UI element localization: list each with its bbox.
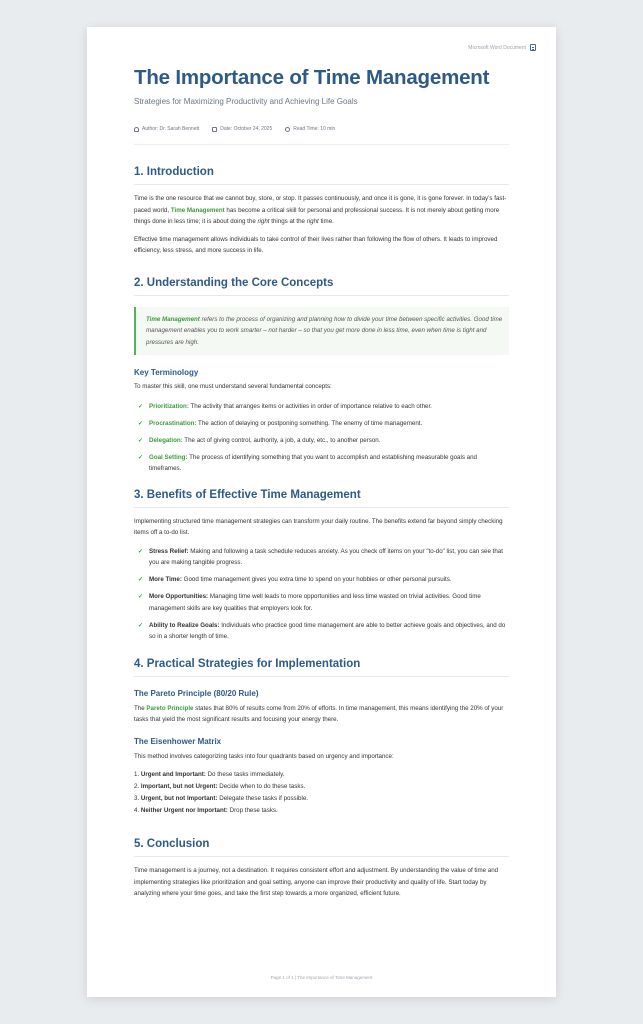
terminology-list — [134, 401, 509, 475]
item-number: 4. — [134, 807, 141, 814]
list-item — [134, 546, 509, 569]
meta-read-time — [285, 126, 335, 132]
term: Neither Urgent nor Important: — [140, 807, 228, 814]
check-icon: ✓ — [138, 403, 144, 410]
term-desc: The act of giving control, authority, a job, a duty, etc., to another person. — [182, 436, 381, 444]
quadrant-list — [134, 769, 509, 817]
highlight-term: Time Management — [146, 315, 200, 323]
document-icon — [530, 44, 536, 51]
doc-badge — [134, 43, 536, 52]
check-icon: ✓ — [138, 548, 144, 555]
text-run: things at the — [269, 218, 307, 225]
list-item — [134, 805, 509, 817]
term: Prioritization: — [149, 402, 189, 410]
list-item — [134, 452, 509, 475]
term-desc: Individuals who practice good time management are able to better achieve goals and objectives, and do so in a shorter length of time. — [149, 621, 506, 640]
section-heading-core-concepts: 2. Understanding the Core Concepts — [134, 276, 509, 296]
text-run: Time is the one resource that we cannot buy, store, or stop. It passes continuously, and once it is gone, it is gone forever. In today’s fast-paced world, — [134, 195, 507, 214]
term: Procrastination: — [149, 419, 197, 427]
term: Urgent and Important: — [140, 771, 206, 778]
term: Goal Setting: — [149, 453, 188, 461]
list-item — [134, 435, 509, 447]
list-item — [134, 793, 509, 805]
term-desc: Making and following a task schedule reduces anxiety. As you check off items on your "to-do" list, you can see that you are making tangible progress. — [149, 547, 503, 566]
text-run: has become a critical skill for personal and professional success. It is not merely about getting more things done in less time; it is about doing the — [134, 206, 500, 225]
terms-intro: To master this skill, one must understand several fundamental concepts: — [134, 383, 332, 390]
term: Important, but not Urgent: — [140, 783, 218, 790]
page-footer: Page 1 of 1 | The Importance of Time Management — [270, 975, 373, 980]
list-item — [134, 781, 509, 793]
pareto-paragraph — [134, 703, 509, 726]
meta-author-text: Author: Dr. Sarah Bennett — [142, 126, 200, 132]
section-heading-introduction: 1. Introduction — [134, 165, 509, 185]
intro-paragraph-2: Effective time management allows individuals to take control of their lives rather than following the flow of others. It leads to improved efficiency, less stress, and more success in life. — [134, 235, 498, 254]
person-icon — [134, 127, 139, 132]
term: More Opportunities: — [149, 593, 209, 600]
meta-bar — [134, 126, 509, 145]
highlight-term: Pareto Principle — [146, 704, 194, 712]
check-icon: ✓ — [138, 577, 144, 583]
benefits-list — [134, 546, 509, 643]
term-desc: Do these tasks immediately. — [205, 771, 285, 778]
definition-callout — [134, 307, 509, 356]
item-number: 3. — [134, 795, 141, 802]
check-icon: ✓ — [138, 437, 144, 444]
emphasis: right — [306, 218, 319, 225]
clock-icon — [285, 127, 290, 132]
document-page — [87, 27, 556, 997]
term: More Time: — [149, 576, 182, 583]
check-icon: ✓ — [138, 594, 144, 600]
intro-paragraph-1 — [134, 193, 509, 228]
meta-read-time-text: Read Time: 10 min — [293, 126, 336, 132]
meta-date — [212, 126, 272, 132]
term-desc: Good time management gives you extra time to spend on your hobbies or other personal pursuits. — [181, 576, 452, 583]
subheading-pareto: The Pareto Principle (80/20 Rule) — [134, 688, 259, 698]
subheading-eisenhower: The Eisenhower Matrix — [134, 736, 222, 746]
subheading-key-terminology: Key Terminology — [134, 368, 199, 377]
benefits-intro: Implementing structured time management strategies can transform your daily routine. The benefits extend far beyond simply checking items off a to-do list. — [134, 517, 503, 536]
term-desc: The action of delaying or postponing something. The enemy of time management. — [196, 419, 423, 427]
text-run: states that 80% of results come from 20% of efforts. In time management, this means identifying the 20% of your tasks that yield the most significant results and focusing your energy there. — [134, 704, 504, 723]
section-heading-benefits: 3. Benefits of Effective Time Management — [134, 488, 509, 508]
term: Urgent, but not Important: — [140, 795, 218, 802]
doc-badge-label: Microsoft Word Document — [468, 44, 526, 51]
list-item — [134, 574, 509, 586]
term-desc: Delegate these tasks if possible. — [217, 795, 309, 802]
emphasis: right — [257, 218, 270, 225]
text-run: time. — [318, 218, 334, 225]
term-desc: Drop these tasks. — [227, 807, 278, 814]
term-desc: The activity that arranges items or activities in order of importance relative to each other. — [188, 402, 432, 410]
item-number: 2. — [134, 783, 141, 790]
list-item — [134, 769, 509, 781]
section-heading-strategies: 4. Practical Strategies for Implementation — [134, 657, 509, 677]
list-item — [134, 401, 509, 413]
text-run: The — [134, 704, 147, 712]
page-title: The Importance of Time Management — [134, 66, 490, 89]
calendar-icon — [212, 127, 217, 132]
check-icon: ✓ — [138, 622, 144, 629]
page-subtitle: Strategies for Maximizing Productivity and Achieving Life Goals — [134, 97, 358, 106]
list-item — [134, 418, 509, 430]
term: Ability to Realize Goals: — [149, 621, 220, 629]
highlight-term: Time Management — [170, 206, 225, 214]
term-desc: The process of identifying something that you want to accomplish and establishing measurable goals and timeframes. — [149, 453, 477, 472]
section-heading-conclusion: 5. Conclusion — [134, 837, 509, 857]
eisenhower-intro: This method involves categorizing tasks into four quadrants based on urgency and importance: — [134, 752, 394, 760]
list-item — [134, 620, 509, 643]
term-desc: Managing time well leads to more opportunities and less time wasted on trivial activities. Good time management skills are key qualities that employers look for. — [149, 593, 481, 612]
meta-date-text: Date: October 24, 2025 — [220, 126, 273, 132]
item-number: 1. — [134, 771, 141, 778]
callout-text: refers to the process of organizing and planning how to divide your time between specific activities. Good time management enables you to work smarter – not harder – so that you get more done in less time, even when time is tight and pressures are high. — [146, 315, 503, 346]
term-desc: Decide when to do these tasks. — [217, 783, 306, 790]
term: Delegation: — [149, 436, 183, 444]
check-icon: ✓ — [138, 420, 144, 427]
check-icon: ✓ — [138, 454, 144, 461]
meta-author — [134, 126, 199, 132]
list-item — [134, 591, 509, 614]
term: Stress Relief: — [149, 547, 189, 555]
conclusion-paragraph: Time management is a journey, not a destination. It requires consistent effort and adjustment. By understanding the value of time and implementing strategies like prioritization and goal setting, anyone can improve their productivity and quality of life. Start today by analyzing where your time goes, and take the first step towards a more organized, efficient future. — [134, 867, 499, 897]
